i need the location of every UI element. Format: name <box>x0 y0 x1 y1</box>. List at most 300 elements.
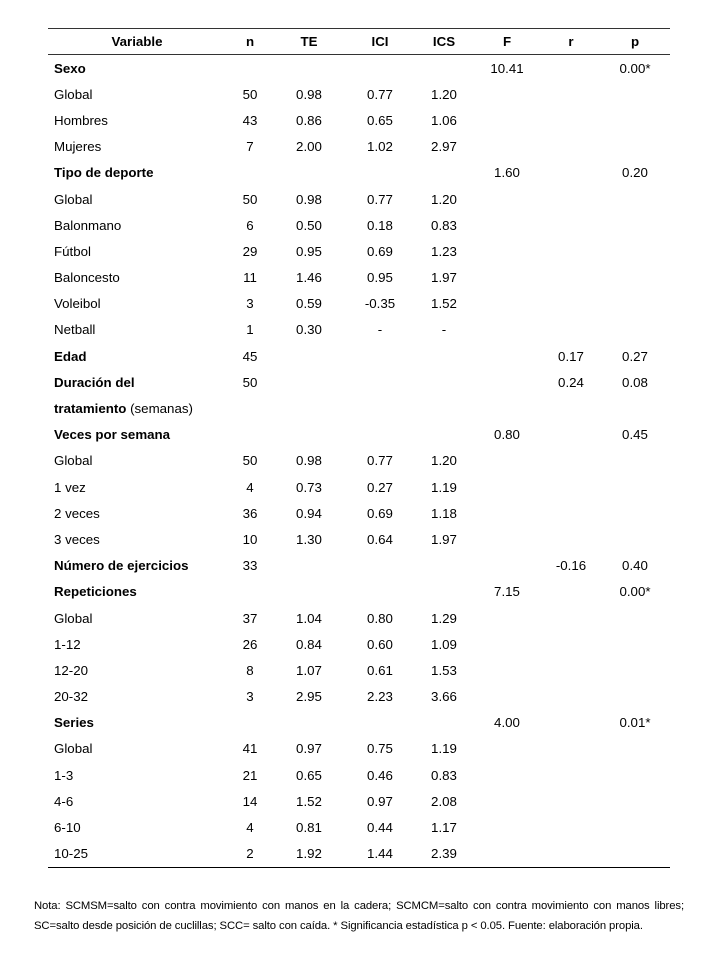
table-row <box>48 657 670 683</box>
table-row <box>48 788 670 814</box>
cell-ics <box>416 160 472 186</box>
cell-f <box>472 291 542 317</box>
cell-ics: 1.29 <box>431 610 457 626</box>
cell-p: 0.01* <box>619 715 651 731</box>
cell-ici: 0.77 <box>367 453 393 469</box>
cell-p: 0.20 <box>622 165 648 181</box>
cell-n: 7 <box>246 139 254 155</box>
cell-p <box>600 291 670 317</box>
variable-label: 1 vez <box>54 479 86 495</box>
table-body <box>48 55 670 868</box>
cell-ics <box>416 710 472 736</box>
cell-r <box>542 186 600 212</box>
header-n: n <box>226 29 274 55</box>
cell-ics: 1.06 <box>431 112 457 128</box>
cell-variable <box>48 212 226 238</box>
cell-p <box>600 186 670 212</box>
cell-ics: 0.83 <box>431 767 457 783</box>
cell-te <box>274 579 344 605</box>
cell-r <box>542 762 600 788</box>
cell-p <box>600 814 670 840</box>
cell-p: 0.00* <box>619 60 651 76</box>
table-row <box>48 238 670 264</box>
cell-ics: 1.20 <box>431 86 457 102</box>
header-variable: Variable <box>48 29 226 55</box>
cell-p <box>600 736 670 762</box>
cell-variable <box>48 422 226 448</box>
cell-r <box>542 736 600 762</box>
cell-te <box>274 422 344 448</box>
table-row <box>48 81 670 107</box>
variable-label: Series <box>54 715 94 731</box>
cell-ics <box>416 422 472 448</box>
cell-n: 43 <box>242 112 258 128</box>
cell-p <box>600 238 670 264</box>
cell-ics: 1.52 <box>431 296 457 312</box>
cell-ics: 3.66 <box>431 689 457 705</box>
cell-ici: 0.44 <box>367 820 393 836</box>
cell-te: 2.00 <box>296 139 322 155</box>
table-header <box>48 29 670 55</box>
cell-te: 0.81 <box>296 820 322 836</box>
table-row <box>48 814 670 840</box>
cell-p <box>600 684 670 710</box>
cell-n <box>226 395 274 421</box>
cell-ici: 0.60 <box>367 636 393 652</box>
cell-f <box>472 448 542 474</box>
cell-p <box>600 788 670 814</box>
cell-r: 0.24 <box>558 374 584 390</box>
cell-r <box>542 526 600 552</box>
variable-label: Edad <box>54 348 87 364</box>
cell-n: 41 <box>242 741 258 757</box>
cell-n <box>226 160 274 186</box>
cell-te <box>274 343 344 369</box>
cell-p <box>600 448 670 474</box>
cell-n: 37 <box>242 610 258 626</box>
variable-label: 12-20 <box>54 662 89 678</box>
cell-n: 50 <box>242 86 258 102</box>
cell-te: 0.73 <box>296 479 322 495</box>
cell-te <box>274 395 344 421</box>
cell-p <box>600 317 670 343</box>
results-table-container <box>48 28 670 868</box>
cell-ici <box>344 343 416 369</box>
cell-ici <box>344 422 416 448</box>
cell-te: 0.30 <box>296 322 322 338</box>
variable-label: Global <box>54 86 93 102</box>
cell-r <box>542 631 600 657</box>
table-group-row <box>48 710 670 736</box>
cell-n: 45 <box>242 348 258 364</box>
cell-n: 10 <box>242 531 258 547</box>
cell-p: 0.00* <box>619 584 651 600</box>
results-table <box>48 28 670 868</box>
cell-r <box>542 500 600 526</box>
cell-ici: 2.23 <box>367 689 393 705</box>
cell-te: 0.84 <box>296 636 322 652</box>
cell-variable <box>48 107 226 133</box>
cell-p <box>600 81 670 107</box>
cell-ics: 1.97 <box>431 270 457 286</box>
cell-f: 1.60 <box>494 165 520 181</box>
cell-variable <box>48 474 226 500</box>
cell-variable <box>48 736 226 762</box>
table-row <box>48 500 670 526</box>
table-group-row <box>48 369 670 395</box>
cell-n: 50 <box>242 374 258 390</box>
cell-ici <box>344 369 416 395</box>
table-group-row <box>48 553 670 579</box>
cell-r <box>542 395 600 421</box>
header-r: r <box>542 29 600 55</box>
cell-ics <box>416 369 472 395</box>
cell-variable <box>48 500 226 526</box>
cell-variable <box>48 265 226 291</box>
cell-variable <box>48 526 226 552</box>
cell-te: 0.98 <box>296 86 322 102</box>
cell-te: 1.92 <box>274 841 344 868</box>
cell-r <box>542 474 600 500</box>
cell-f: 4.00 <box>494 715 520 731</box>
cell-r <box>542 657 600 683</box>
cell-ici: 0.69 <box>367 505 393 521</box>
variable-label: 3 veces <box>54 531 100 547</box>
cell-p <box>600 841 670 868</box>
cell-ics: - <box>441 322 447 338</box>
table-row <box>48 526 670 552</box>
cell-f <box>472 265 542 291</box>
header-p: p <box>600 29 670 55</box>
cell-n <box>226 579 274 605</box>
cell-r <box>542 291 600 317</box>
cell-ici <box>344 579 416 605</box>
cell-variable <box>48 553 226 579</box>
header-te: TE <box>274 29 344 55</box>
cell-ici: 1.44 <box>344 841 416 868</box>
cell-ici <box>344 160 416 186</box>
cell-n: 14 <box>242 793 258 809</box>
cell-ici: 0.65 <box>367 112 393 128</box>
cell-variable <box>48 160 226 186</box>
cell-ics <box>416 395 472 421</box>
cell-p <box>600 395 670 421</box>
cell-r <box>542 684 600 710</box>
cell-te: 0.97 <box>296 741 322 757</box>
cell-ics <box>416 579 472 605</box>
cell-p: 0.40 <box>622 558 648 574</box>
cell-ici: 0.80 <box>367 610 393 626</box>
cell-ici: 0.77 <box>367 86 393 102</box>
cell-f <box>472 526 542 552</box>
header-row <box>48 29 670 55</box>
variable-label: Duración del <box>54 374 135 390</box>
cell-ici: 0.77 <box>367 191 393 207</box>
cell-ici: - <box>377 322 383 338</box>
cell-ics: 2.08 <box>431 793 457 809</box>
table-row <box>48 605 670 631</box>
table-group-row <box>48 55 670 82</box>
variable-label: Global <box>54 453 93 469</box>
cell-r: 0.17 <box>558 348 584 364</box>
cell-f <box>472 762 542 788</box>
cell-variable <box>48 55 226 82</box>
cell-te: 1.30 <box>296 531 322 547</box>
cell-n: 21 <box>242 767 258 783</box>
cell-f <box>472 369 542 395</box>
cell-te <box>274 160 344 186</box>
cell-n: 8 <box>246 662 254 678</box>
variable-label: Fútbol <box>54 243 91 259</box>
cell-ici <box>344 395 416 421</box>
cell-variable <box>48 81 226 107</box>
cell-ici: 0.61 <box>367 662 393 678</box>
cell-ici: 1.02 <box>367 139 393 155</box>
variable-label: Global <box>54 741 93 757</box>
cell-variable <box>48 605 226 631</box>
cell-te: 1.07 <box>296 662 322 678</box>
variable-label: Tipo de deporte <box>54 165 154 181</box>
cell-ici <box>344 55 416 82</box>
cell-n <box>226 710 274 736</box>
cell-p <box>600 526 670 552</box>
cell-variable <box>48 395 226 421</box>
cell-variable <box>48 343 226 369</box>
cell-ics: 1.97 <box>431 531 457 547</box>
cell-ics: 1.17 <box>431 820 457 836</box>
cell-n: 36 <box>242 505 258 521</box>
cell-f <box>472 317 542 343</box>
variable-label: 2 veces <box>54 505 100 521</box>
cell-n: 29 <box>242 243 258 259</box>
cell-te: 2.95 <box>296 689 322 705</box>
variable-label: tratamiento <box>54 401 127 417</box>
cell-p <box>600 265 670 291</box>
table-row <box>48 841 670 868</box>
cell-r <box>542 317 600 343</box>
variable-label: Global <box>54 191 93 207</box>
cell-ics: 1.23 <box>431 243 457 259</box>
cell-r <box>542 448 600 474</box>
cell-f: 10.41 <box>490 60 524 76</box>
cell-ics <box>416 55 472 82</box>
cell-ici: 0.64 <box>367 531 393 547</box>
table-row <box>48 212 670 238</box>
cell-n: 4 <box>246 820 254 836</box>
cell-ics: 2.39 <box>416 841 472 868</box>
cell-te: 0.50 <box>296 217 322 233</box>
table-row <box>48 186 670 212</box>
cell-te: 0.94 <box>296 505 322 521</box>
cell-ics: 1.20 <box>431 453 457 469</box>
table-row <box>48 448 670 474</box>
cell-variable <box>48 684 226 710</box>
cell-r <box>542 238 600 264</box>
cell-f <box>472 657 542 683</box>
cell-n: 50 <box>242 191 258 207</box>
header-f: F <box>472 29 542 55</box>
table-row <box>48 134 670 160</box>
header-ics: ICS <box>416 29 472 55</box>
cell-variable <box>48 657 226 683</box>
cell-f <box>472 238 542 264</box>
cell-variable <box>48 579 226 605</box>
cell-f <box>472 474 542 500</box>
cell-f <box>472 500 542 526</box>
cell-te: 1.04 <box>296 610 322 626</box>
cell-r <box>542 107 600 133</box>
cell-variable <box>48 369 226 395</box>
variable-label: 4-6 <box>54 793 74 809</box>
cell-r: -0.16 <box>555 558 587 574</box>
cell-p: 0.27 <box>622 348 648 364</box>
cell-f <box>472 81 542 107</box>
variable-label: Sexo <box>54 60 86 76</box>
table-row <box>48 107 670 133</box>
cell-variable <box>48 186 226 212</box>
cell-ici: 0.18 <box>367 217 393 233</box>
variable-label: Número de ejercicios <box>54 558 189 574</box>
cell-f <box>472 841 542 868</box>
cell-te: 0.65 <box>296 767 322 783</box>
cell-ics <box>416 553 472 579</box>
cell-te <box>274 710 344 736</box>
cell-f <box>472 631 542 657</box>
cell-ics: 1.19 <box>431 741 457 757</box>
cell-ics: 1.09 <box>431 636 457 652</box>
cell-p <box>600 657 670 683</box>
cell-ics: 1.19 <box>431 479 457 495</box>
cell-f <box>472 395 542 421</box>
cell-te <box>274 553 344 579</box>
cell-p: 0.08 <box>622 374 648 390</box>
variable-label: Veces por semana <box>54 427 171 443</box>
variable-label: 1-12 <box>54 636 81 652</box>
cell-ics: 1.18 <box>431 505 457 521</box>
cell-r <box>542 55 600 82</box>
cell-n: 11 <box>243 270 257 286</box>
cell-r <box>542 788 600 814</box>
cell-r <box>542 422 600 448</box>
cell-n: 3 <box>246 296 254 312</box>
cell-p <box>600 474 670 500</box>
cell-n: 6 <box>246 217 254 233</box>
variable-label: Hombres <box>54 112 108 128</box>
cell-ici: 0.46 <box>367 767 393 783</box>
cell-variable <box>48 710 226 736</box>
variable-label: 10-25 <box>54 846 89 862</box>
cell-ici <box>344 710 416 736</box>
cell-te: 1.52 <box>296 793 322 809</box>
cell-ici: 0.27 <box>367 479 393 495</box>
table-row <box>48 317 670 343</box>
cell-te: 0.59 <box>296 296 322 312</box>
cell-p <box>600 107 670 133</box>
table-row <box>48 291 670 317</box>
cell-te: 0.98 <box>296 191 322 207</box>
cell-f <box>472 343 542 369</box>
cell-p <box>600 631 670 657</box>
cell-p <box>600 134 670 160</box>
cell-te <box>274 369 344 395</box>
variable-label: Mujeres <box>54 139 102 155</box>
cell-f <box>472 814 542 840</box>
variable-label: Global <box>54 610 93 626</box>
cell-ics: 1.53 <box>431 662 457 678</box>
table-row <box>48 684 670 710</box>
cell-te: 0.86 <box>296 112 322 128</box>
cell-p: 0.45 <box>622 427 648 443</box>
table-row <box>48 265 670 291</box>
cell-variable <box>48 448 226 474</box>
variable-label: Netball <box>54 322 96 338</box>
variable-label: Voleibol <box>54 296 101 312</box>
cell-ics: 0.83 <box>431 217 457 233</box>
cell-te <box>274 55 344 82</box>
cell-f <box>472 684 542 710</box>
table-row <box>48 736 670 762</box>
header-ici: ICI <box>344 29 416 55</box>
cell-r <box>542 160 600 186</box>
cell-n: 50 <box>242 453 258 469</box>
cell-p <box>600 605 670 631</box>
cell-variable <box>48 814 226 840</box>
cell-te: 1.46 <box>296 270 322 286</box>
cell-variable <box>48 841 226 868</box>
cell-r <box>542 134 600 160</box>
cell-n <box>226 422 274 448</box>
variable-label: 20-32 <box>54 689 89 705</box>
cell-r <box>542 605 600 631</box>
cell-p <box>600 212 670 238</box>
variable-label: Repeticiones <box>54 584 137 600</box>
variable-label: Balonmano <box>54 217 122 233</box>
cell-r <box>542 841 600 868</box>
cell-variable <box>48 762 226 788</box>
cell-variable <box>48 238 226 264</box>
cell-p <box>600 762 670 788</box>
cell-f <box>472 736 542 762</box>
variable-unit: (semanas) <box>126 401 193 417</box>
variable-label: 6-10 <box>54 820 81 836</box>
cell-r <box>542 579 600 605</box>
cell-ics: 1.20 <box>431 191 457 207</box>
table-footnote: Nota: SCMSM=salto con contra movimiento con manos en la cadera; SCMCM=salto con contra movimiento con manos libres; SC=salto desde posición de cuclillas; SCC= salto con caída. * Significancia estadística p < 0.05. Fuente: elaboración propia. <box>34 900 684 932</box>
cell-n: 2 <box>226 841 274 868</box>
variable-label: 1-3 <box>54 767 74 783</box>
table-row <box>48 631 670 657</box>
cell-n: 4 <box>246 479 254 495</box>
cell-n: 26 <box>242 636 258 652</box>
cell-ici: 0.75 <box>367 741 393 757</box>
cell-f <box>472 186 542 212</box>
cell-r <box>542 81 600 107</box>
cell-f <box>472 788 542 814</box>
cell-n: 3 <box>246 689 254 705</box>
cell-variable <box>48 631 226 657</box>
cell-f <box>472 605 542 631</box>
table-row <box>48 762 670 788</box>
cell-ici: 0.69 <box>367 243 393 259</box>
cell-f: 0.80 <box>494 427 520 443</box>
table-group-row <box>48 343 670 369</box>
table-group-row <box>48 422 670 448</box>
cell-ici: 0.97 <box>367 793 393 809</box>
variable-label: Baloncesto <box>54 270 120 286</box>
cell-r <box>542 814 600 840</box>
cell-n: 33 <box>242 558 258 574</box>
cell-n <box>226 55 274 82</box>
